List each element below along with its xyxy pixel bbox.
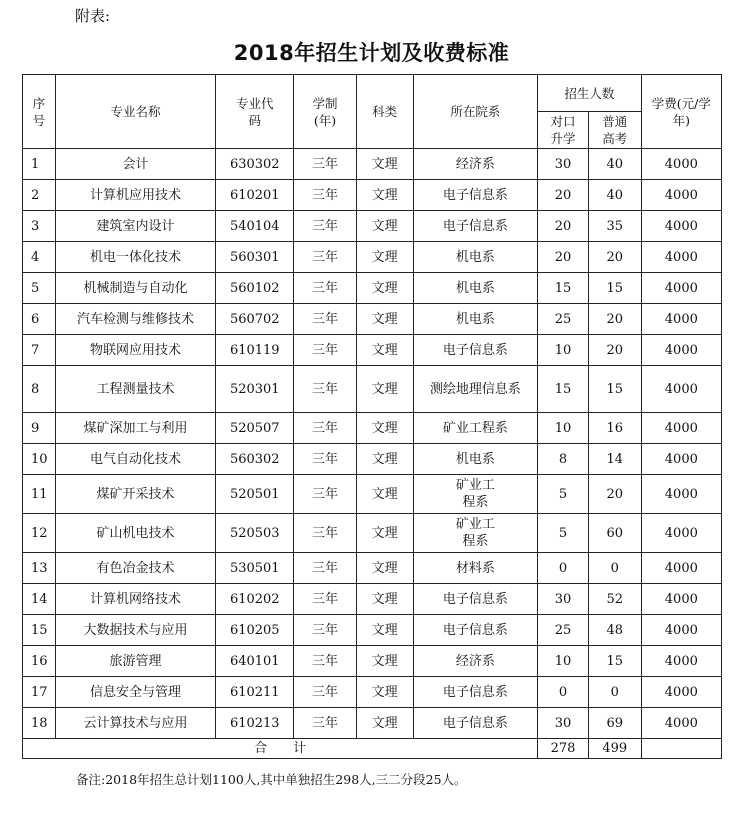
subject: 文理 [356,584,413,615]
table-row [23,615,722,646]
row-index: 4 [23,242,56,273]
vocational-count: 20 [538,242,589,273]
duration: 三年 [294,475,356,514]
table-row [23,273,722,304]
header-vocational: 对口升学 [538,112,589,149]
general-count: 20 [588,475,641,514]
tuition: 4000 [641,149,721,180]
major-code: 640101 [216,646,294,677]
department: 机电系 [413,242,538,273]
department: 机电系 [413,304,538,335]
duration: 三年 [294,584,356,615]
table-row [23,708,722,739]
duration: 三年 [294,646,356,677]
major-name: 有色冶金技术 [55,553,215,584]
general-count: 0 [588,553,641,584]
department: 电子信息系 [413,584,538,615]
department: 测绘地理信息系 [413,366,538,413]
vocational-count: 8 [538,444,589,475]
tuition: 4000 [641,646,721,677]
tuition: 4000 [641,708,721,739]
department: 机电系 [413,273,538,304]
major-name: 电气自动化技术 [55,444,215,475]
major-code: 630302 [216,149,294,180]
vocational-count: 15 [538,273,589,304]
major-code: 520301 [216,366,294,413]
duration: 三年 [294,180,356,211]
duration: 三年 [294,708,356,739]
major-name: 旅游管理 [55,646,215,677]
major-code: 540104 [216,211,294,242]
vocational-count: 15 [538,366,589,413]
major-name: 计算机网络技术 [55,584,215,615]
major-code: 560702 [216,304,294,335]
subject: 文理 [356,335,413,366]
major-name: 工程测量技术 [55,366,215,413]
major-code: 560102 [216,273,294,304]
tuition: 4000 [641,475,721,514]
vocational-count: 20 [538,180,589,211]
subject: 文理 [356,180,413,211]
duration: 三年 [294,677,356,708]
subject: 文理 [356,646,413,677]
major-code: 520501 [216,475,294,514]
vocational-count: 10 [538,646,589,677]
vocational-count: 25 [538,615,589,646]
tuition: 4000 [641,413,721,444]
major-name: 矿山机电技术 [55,514,215,553]
major-code: 610119 [216,335,294,366]
total-tuition [641,739,721,759]
department: 电子信息系 [413,677,538,708]
subject: 文理 [356,211,413,242]
major-name: 物联网应用技术 [55,335,215,366]
vocational-count: 0 [538,553,589,584]
vocational-count: 5 [538,475,589,514]
table-row [23,475,722,514]
subject: 文理 [356,273,413,304]
subject: 文理 [356,475,413,514]
header-duration: 学制(年) [294,75,356,149]
enrollment-table [22,74,722,759]
department: 经济系 [413,149,538,180]
duration: 三年 [294,149,356,180]
duration: 三年 [294,514,356,553]
major-name: 汽车检测与维修技术 [55,304,215,335]
major-name: 机械制造与自动化 [55,273,215,304]
department: 电子信息系 [413,211,538,242]
total-row [23,739,722,759]
table-row [23,149,722,180]
department: 电子信息系 [413,180,538,211]
department: 经济系 [413,646,538,677]
row-index: 3 [23,211,56,242]
header-major-name: 专业名称 [55,75,215,149]
row-index: 14 [23,584,56,615]
department: 电子信息系 [413,335,538,366]
department: 矿业工程系 [413,475,538,514]
tuition: 4000 [641,304,721,335]
vocational-count: 30 [538,584,589,615]
subject: 文理 [356,553,413,584]
row-index: 10 [23,444,56,475]
department: 机电系 [413,444,538,475]
major-name: 会计 [55,149,215,180]
major-name: 机电一体化技术 [55,242,215,273]
tuition: 4000 [641,444,721,475]
footnote: 备注:2018年招生总计划1100人,其中单独招生298人,三二分段25人。 [76,772,467,787]
table-row [23,444,722,475]
duration: 三年 [294,444,356,475]
subject: 文理 [356,413,413,444]
general-count: 0 [588,677,641,708]
general-count: 15 [588,366,641,413]
general-count: 14 [588,444,641,475]
tuition: 4000 [641,677,721,708]
table-row [23,366,722,413]
header-enrollment: 招生人数 [538,75,641,112]
general-count: 15 [588,273,641,304]
major-code: 610202 [216,584,294,615]
header-index: 序号 [23,75,56,149]
department: 材料系 [413,553,538,584]
tuition: 4000 [641,180,721,211]
row-index: 15 [23,615,56,646]
major-name: 云计算技术与应用 [55,708,215,739]
duration: 三年 [294,366,356,413]
subject: 文理 [356,149,413,180]
table-body [23,149,722,759]
row-index: 6 [23,304,56,335]
general-count: 40 [588,149,641,180]
attachment-label: 附表: [75,7,111,25]
duration: 三年 [294,553,356,584]
subject: 文理 [356,615,413,646]
total-vocational: 278 [538,739,589,759]
major-code: 560301 [216,242,294,273]
department: 电子信息系 [413,615,538,646]
subject: 文理 [356,242,413,273]
tuition: 4000 [641,242,721,273]
table-row [23,677,722,708]
department: 矿业工程系 [413,413,538,444]
department: 矿业工程系 [413,514,538,553]
table-row [23,514,722,553]
major-code: 610213 [216,708,294,739]
vocational-count: 30 [538,708,589,739]
table-row [23,211,722,242]
major-name: 计算机应用技术 [55,180,215,211]
general-count: 16 [588,413,641,444]
table-row [23,180,722,211]
vocational-count: 10 [538,335,589,366]
subject: 文理 [356,514,413,553]
table-row [23,413,722,444]
major-name: 煤矿深加工与利用 [55,413,215,444]
major-name: 建筑室内设计 [55,211,215,242]
general-count: 52 [588,584,641,615]
major-code: 520503 [216,514,294,553]
table-row [23,584,722,615]
subject: 文理 [356,304,413,335]
row-index: 1 [23,149,56,180]
header-subject: 科类 [356,75,413,149]
duration: 三年 [294,413,356,444]
major-code: 520507 [216,413,294,444]
total-label: 合 计 [23,739,538,759]
subject: 文理 [356,708,413,739]
tuition: 4000 [641,366,721,413]
tuition: 4000 [641,335,721,366]
row-index: 13 [23,553,56,584]
major-name: 信息安全与管理 [55,677,215,708]
duration: 三年 [294,335,356,366]
header-general: 普通高考 [588,112,641,149]
row-index: 11 [23,475,56,514]
major-name: 煤矿开采技术 [55,475,215,514]
vocational-count: 20 [538,211,589,242]
table-row [23,646,722,677]
header-major-code: 专业代码 [216,75,294,149]
major-name: 大数据技术与应用 [55,615,215,646]
subject: 文理 [356,444,413,475]
table-row [23,304,722,335]
department: 电子信息系 [413,708,538,739]
tuition: 4000 [641,211,721,242]
row-index: 16 [23,646,56,677]
general-count: 60 [588,514,641,553]
major-code: 610211 [216,677,294,708]
major-code: 530501 [216,553,294,584]
table-row [23,242,722,273]
total-general: 499 [588,739,641,759]
subject: 文理 [356,366,413,413]
duration: 三年 [294,615,356,646]
row-index: 2 [23,180,56,211]
general-count: 20 [588,335,641,366]
major-code: 610205 [216,615,294,646]
header-department: 所在院系 [413,75,538,149]
vocational-count: 30 [538,149,589,180]
row-index: 5 [23,273,56,304]
tuition: 4000 [641,615,721,646]
row-index: 8 [23,366,56,413]
row-index: 18 [23,708,56,739]
major-code: 610201 [216,180,294,211]
duration: 三年 [294,273,356,304]
row-index: 7 [23,335,56,366]
general-count: 20 [588,304,641,335]
vocational-count: 5 [538,514,589,553]
general-count: 35 [588,211,641,242]
tuition: 4000 [641,273,721,304]
tuition: 4000 [641,553,721,584]
header-tuition: 学费(元/学年) [641,75,721,149]
vocational-count: 0 [538,677,589,708]
vocational-count: 10 [538,413,589,444]
tuition: 4000 [641,514,721,553]
row-index: 12 [23,514,56,553]
duration: 三年 [294,211,356,242]
tuition: 4000 [641,584,721,615]
table-row [23,335,722,366]
vocational-count: 25 [538,304,589,335]
row-index: 9 [23,413,56,444]
general-count: 69 [588,708,641,739]
general-count: 48 [588,615,641,646]
major-code: 560302 [216,444,294,475]
page-title: 2018年招生计划及收费标准 [233,41,510,65]
table-row [23,553,722,584]
duration: 三年 [294,242,356,273]
general-count: 15 [588,646,641,677]
duration: 三年 [294,304,356,335]
general-count: 40 [588,180,641,211]
row-index: 17 [23,677,56,708]
subject: 文理 [356,677,413,708]
general-count: 20 [588,242,641,273]
